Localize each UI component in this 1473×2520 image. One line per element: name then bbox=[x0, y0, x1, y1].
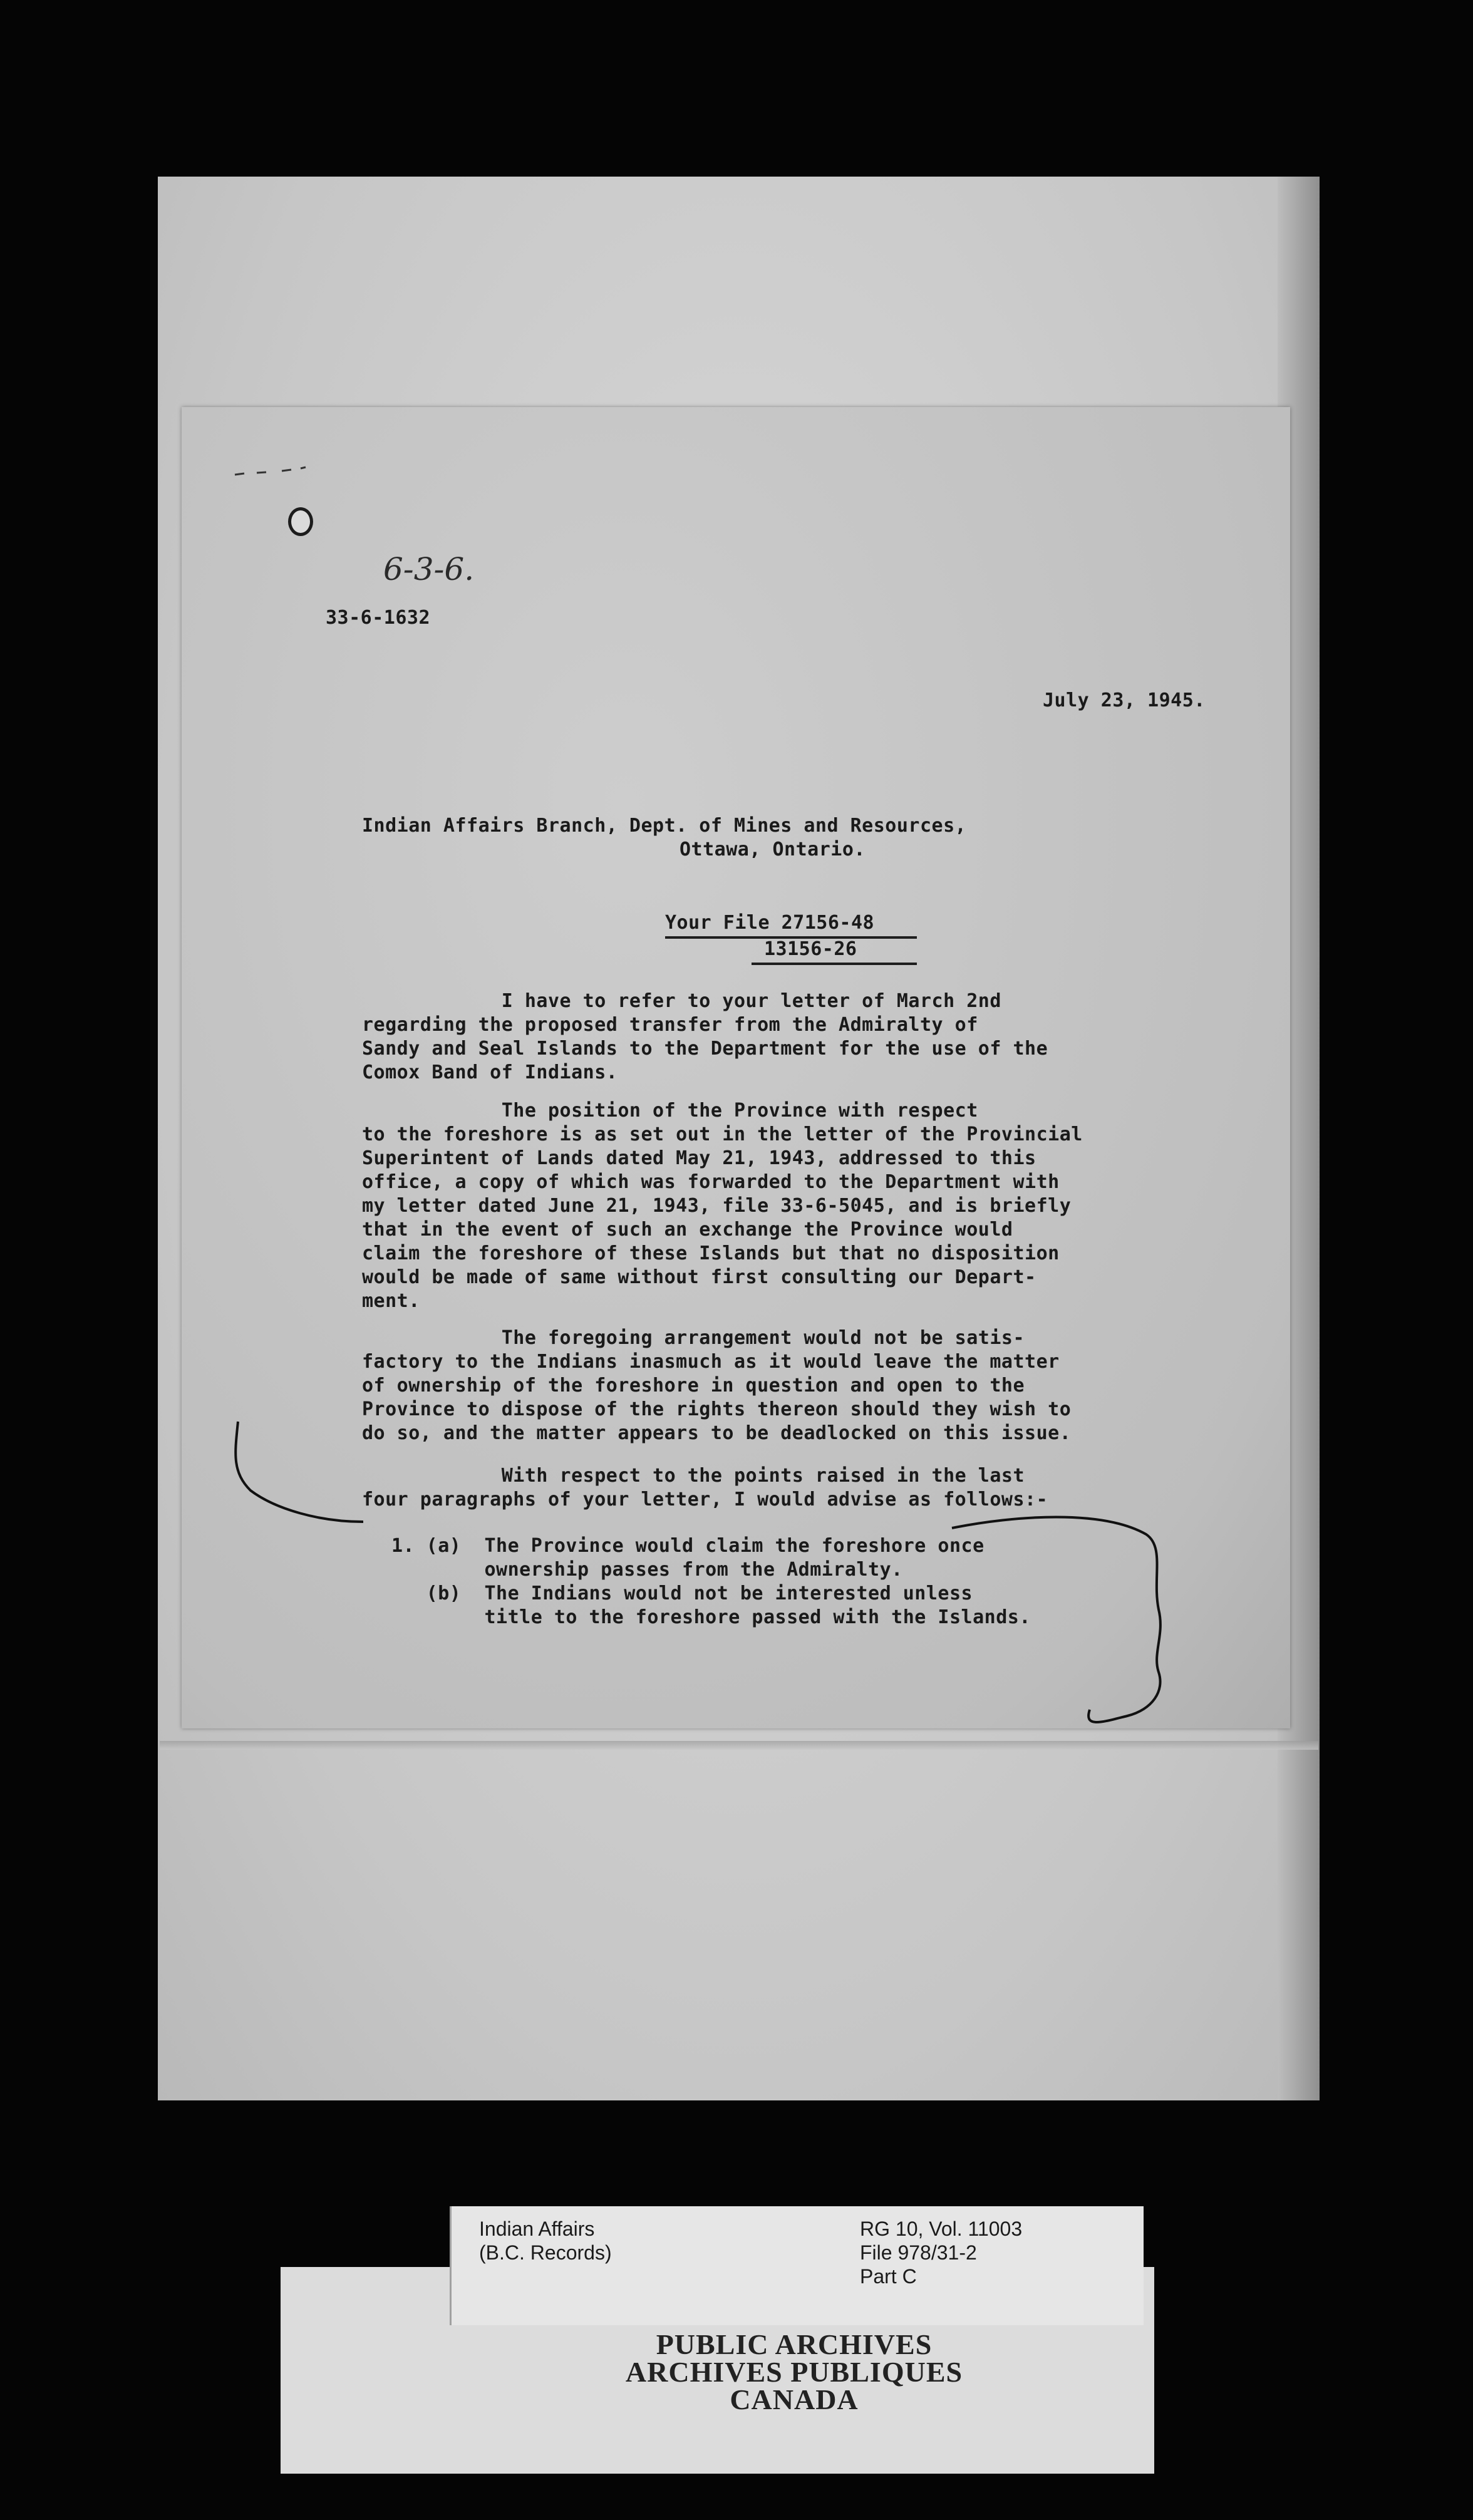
pencil-bracket-mark-icon bbox=[225, 1415, 388, 1541]
archive-stamp bbox=[594, 2328, 995, 2415]
letter-date: July 23, 1945. bbox=[1043, 689, 1206, 711]
archive-stamp-line-3: CANADA bbox=[730, 2383, 859, 2415]
addressee-line-1: Indian Affairs Branch, Dept. of Mines and Resources, bbox=[362, 815, 967, 837]
file-number: 33-6-1632 bbox=[326, 607, 431, 629]
letter-sheet-shadow bbox=[160, 1741, 1318, 1750]
archive-stamp-line-2: ARCHIVES PUBLIQUES bbox=[625, 2356, 963, 2388]
stray-marks-icon bbox=[232, 463, 313, 482]
numbered-item-1: 1. (a) The Province would claim the foreshore once ownership passes from the Admiralty. (b) The Indians would not be interested unless title to the foreshore passed with the Islands. bbox=[391, 1535, 1031, 1628]
label-volume: RG 10, Vol. 11003 bbox=[860, 2218, 1023, 2240]
reference-file-line-1: Your File 27156-48 bbox=[665, 912, 875, 934]
handwritten-file-number: 6-3-6. bbox=[383, 551, 475, 587]
label-file: File 978/31-2 bbox=[860, 2241, 977, 2264]
punch-hole-icon bbox=[288, 507, 313, 536]
reference-underline-2 bbox=[752, 963, 917, 965]
label-series-line-1: Indian Affairs bbox=[479, 2218, 595, 2240]
label-series-line-2: (B.C. Records) bbox=[479, 2241, 612, 2264]
archive-stamp-line-1: PUBLIC ARCHIVES bbox=[656, 2328, 933, 2360]
paragraph-1: I have to refer to your letter of March 2nd regarding the proposed transfer from the Admiralty of Sandy and Seal Islands to the Department for the use of the Comox Band of Indians. bbox=[362, 990, 1048, 1083]
addressee-line-2: Ottawa, Ontario. bbox=[680, 839, 866, 860]
paragraph-3: The foregoing arrangement would not be satis- factory to the Indians inasmuch as it would leave the matter of ownership of the foreshore in question and open to the Province to dispose of the rights thereon should they wish to do so, and the matter appears to be deadlocked on this issue. bbox=[362, 1327, 1072, 1444]
paragraph-2: The position of the Province with respect to the foreshore is as set out in the letter of the Provincial Superintent of Lands dated May 21, 1943, addressed to this office, a copy of which was forwarded to the Department with my letter dated June 21, 1943, file 33-6-5045, and is briefly that in the event of such an exchange the Province would claim the foreshore of these Islands but that no disposition would be made of same without first consulting our Depart- ment. bbox=[362, 1100, 1083, 1312]
label-part: Part C bbox=[860, 2265, 917, 2288]
reference-file-line-2: 13156-26 bbox=[764, 938, 857, 960]
pencil-scribble-mark-icon bbox=[939, 1490, 1202, 1735]
paragraph-4: With respect to the points raised in the last four paragraphs of your letter, I would advise as follows:- bbox=[362, 1465, 1048, 1510]
